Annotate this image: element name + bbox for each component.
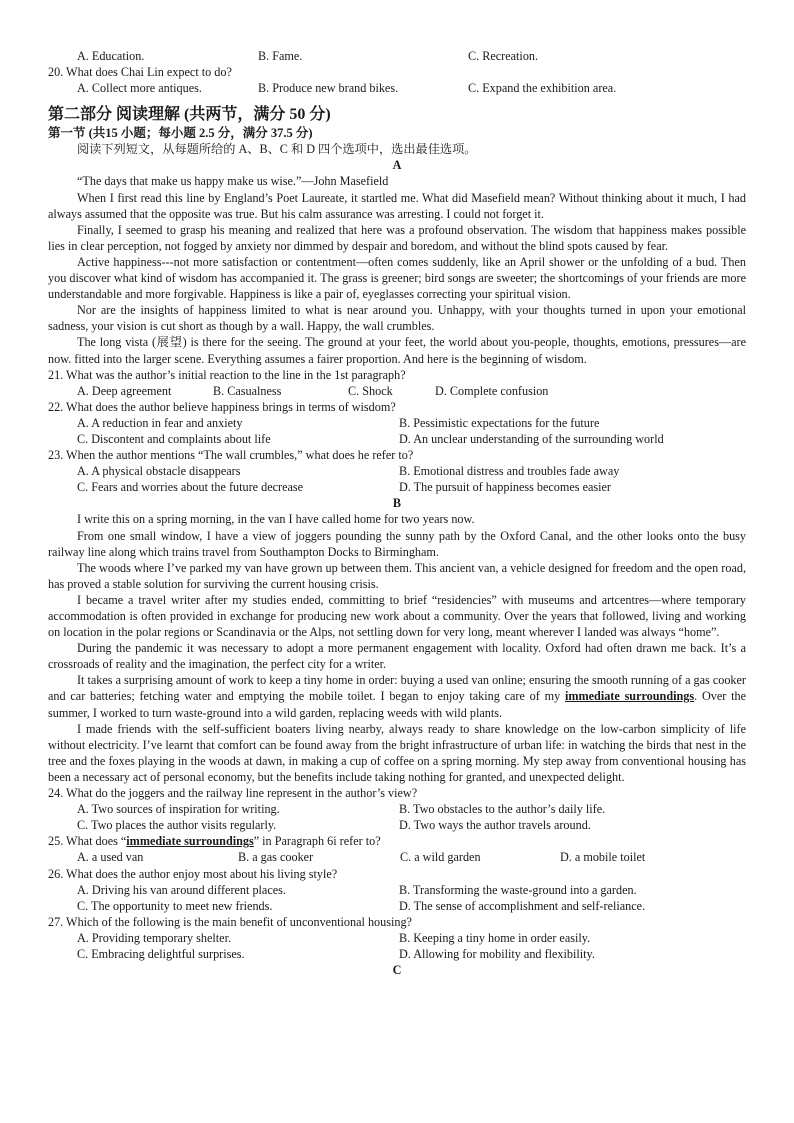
q27-option-d: D. Allowing for mobility and flexibility. [399, 946, 595, 961]
q20-stem: 20. What does Chai Lin expect to do? [48, 65, 232, 80]
q27-option-b: B. Keeping a tiny home in order easily. [399, 930, 591, 945]
q26-option-d: D. The sense of accomplishment and self-reliance. [399, 898, 646, 913]
q22-option-a: A. A reduction in fear and anxiety [77, 415, 243, 430]
passage-b-paragraph: I became a travel writer after my studies ended, committing to brief “residencies” with museums and artcentres—where temporary accommodation is often provided in exchange for producing new work about a community. Over the years that followed, living and working on location in the polar regions or Scandinavia or the Alps, not settling down for very long, meant wherever I landed was always “home”. [48, 592, 746, 640]
section1-title: 第一节 (共15 小题；每小题 2.5 分，满分 37.5 分) [48, 126, 313, 141]
q26-options-row2 [48, 898, 746, 914]
q20-option-a: A. Collect more antiques. [77, 81, 202, 96]
passage-a-quote: “The days that make us happy make us wise.”—John Masefield [77, 174, 389, 189]
q24-stem: 24. What do the joggers and the railway line represent in the author’s view? [48, 786, 418, 801]
q25-option-b: B. a gas cooker [238, 850, 314, 865]
q23-option-c: C. Fears and worries about the future decrease [77, 480, 304, 495]
q19-options [48, 48, 746, 64]
q23-option-d: D. The pursuit of happiness becomes easier [399, 480, 611, 495]
passage-b-paragraph: I made friends with the self-sufficient boaters living nearby, always ready to share knowledge on the low-carbon simplicity of life without electricity. I’ve learnt that comfort can be found away from the bright infrastructure of urban life: in watching the birds that nest in the tree and the foxes playing in the woods at dawn, in making a cup of coffee on a spring morning. My step away from conventional housing has been a necessary act of personal economy, but the benefits include taking nothing for granted, and unexpected delight. [48, 721, 746, 784]
q25-option-c: C. a wild garden [400, 850, 481, 865]
q27-option-c: C. Embracing delightful surprises. [77, 946, 245, 961]
q26-option-c: C. The opportunity to meet new friends. [77, 898, 273, 913]
q21-option-b: B. Casualness [213, 383, 282, 398]
q22-option-c: C. Discontent and complaints about life [77, 431, 271, 446]
q24-option-b: B. Two obstacles to the author’s daily life. [399, 802, 606, 817]
passage-b-paragraph: From one small window, I have a view of joggers pounding the sunny path by the Oxford Canal, and the other looks onto the busy railway line along which trains travel from Southampton Docks to Birmingham. [48, 528, 746, 559]
q22-option-d: D. An unclear understanding of the surrounding world [399, 431, 664, 446]
passage-a-paragraph: The long vista (展望) is there for the seeing. The ground at your feet, the world about you-people, thoughts, emotions, pressures—are now. fitted into the larger scene. Everything assumes a fairer proportion. And here is the beginning of wisdom. [48, 335, 746, 366]
p6-text-after: . Over the summer, I worked to turn waste-ground into a wild garden, replacing weeds with wild plants. [48, 689, 746, 720]
q20-option-c: C. Expand the exhibition area. [468, 81, 617, 96]
passage-b-paragraph: I write this on a spring morning, in the van I have called home for two years now. [77, 512, 475, 527]
q25-option-a: A. a used van [77, 850, 144, 865]
q22-option-b: B. Pessimistic expectations for the future [399, 415, 600, 430]
q24-options-row1 [48, 801, 746, 817]
passage-b-paragraph-6 [48, 672, 746, 720]
q23-option-b: B. Emotional distress and troubles fade away [399, 464, 620, 479]
instruction: 阅读下列短文，从每题所给的 A、B、C 和 D 四个选项中，选出最佳选项。 [77, 142, 477, 157]
q23-stem: 23. When the author mentions “The wall crumbles,” what does he refer to? [48, 448, 414, 463]
part2-title: 第二部分 阅读理解 (共两节，满分 50 分) [48, 106, 331, 124]
q24-option-c: C. Two places the author visits regularly. [77, 818, 277, 833]
q27-options-row1 [48, 930, 746, 946]
q24-option-a: A. Two sources of inspiration for writing. [77, 802, 280, 817]
q21-option-c: C. Shock [348, 383, 393, 398]
q25-stem-before: 25. What does “ [48, 834, 127, 849]
q25-options [48, 849, 746, 865]
p6-underlined-term: immediate surroundings [564, 689, 695, 704]
passage-a-paragraph: Finally, I seemed to grasp his meaning and realized that here was a profound observation. The wisdom that happiness makes possible lies in clear perception, not fogged by anxiety nor dimmed by despair and boredom, and without the blind spots caused by fear. [48, 222, 746, 253]
passage-a-paragraph: Active happiness---not more satisfaction or contentment—often comes suddenly, like an April shower or the unfolding of a bud. Then you discover what kind of wisdom has accompanied it. The grass is greener; bird songs are sweeter; the shortcomings of your friends are more understandable and more forgivable. Happiness is like a pair of, eyeglasses correcting your spiritual vision. [48, 254, 746, 302]
q21-option-a: A. Deep agreement [77, 383, 172, 398]
q27-options-row2 [48, 946, 746, 962]
q26-stem: 26. What does the author enjoy most about his living style? [48, 866, 338, 881]
q21-options [48, 383, 746, 399]
q23-options-row2 [48, 479, 746, 495]
q21-option-d: D. Complete confusion [435, 383, 549, 398]
passage-b-label: B [392, 496, 402, 511]
q25-underlined-term: immediate surroundings [126, 834, 254, 849]
q22-stem: 22. What does the author believe happiness brings in terms of wisdom? [48, 399, 396, 414]
q19-option-b: B. Fame. [258, 49, 303, 63]
q25-stem-after: ” in Paragraph 6i refer to? [253, 834, 381, 849]
exam-page [48, 48, 746, 978]
q25-stem [48, 833, 746, 849]
q26-options-row1 [48, 882, 746, 898]
q19-option-a: A. Education. [77, 49, 145, 63]
q26-option-a: A. Driving his van around different places. [77, 882, 286, 897]
q19-option-c: C. Recreation. [468, 49, 539, 63]
passage-b-paragraph: During the pandemic it was necessary to adopt a more permanent engagement with locality. Oxford had often drawn me back. It’s a crossroads of reality and the imagination, the perfect city for a writer. [48, 641, 746, 672]
passage-a-label: A [392, 158, 402, 173]
q27-stem: 27. Which of the following is the main benefit of unconventional housing? [48, 914, 412, 929]
passage-a-paragraph: When I first read this line by England’s Poet Laureate, it startled me. What did Masefield mean? Without thinking about it much, I had always assumed that the opposite was true. But his calm assurance was arresting. I could not forget it. [48, 190, 746, 221]
q20-options [48, 80, 746, 96]
q24-option-d: D. Two ways the author travels around. [399, 818, 591, 833]
q23-options-row1 [48, 463, 746, 479]
q21-stem: 21. What was the author’s initial reaction to the line in the 1st paragraph? [48, 367, 406, 382]
passage-b-paragraph: The woods where I’ve parked my van have grown up between them. This ancient van, a vehicle designed for freedom and the open road, has proved a stable solution for surviving the current housing crisis. [48, 560, 746, 591]
q24-options-row2 [48, 817, 746, 833]
q27-option-a: A. Providing temporary shelter. [77, 930, 232, 945]
q20-option-b: B. Produce new brand bikes. [258, 81, 399, 96]
q22-options-row2 [48, 431, 746, 447]
q23-option-a: A. A physical obstacle disappears [77, 464, 241, 479]
q26-option-b: B. Transforming the waste-ground into a garden. [399, 882, 637, 897]
q22-options-row1 [48, 415, 746, 431]
passage-a-paragraph: Nor are the insights of happiness limited to what is near around you. Unhappy, with your thoughts turned in upon your emotional sadness, your vision is cut short as though by a wall. Happy, the wall crumbles. [48, 303, 746, 334]
p6-text-before: It takes a surprising amount of work to keep a tiny home in order: buying a used van online; ensuring the smooth running of a gas cooker and car batteries; fetching water and emptying the mobile toilet. I began to enjoy taking care of my [48, 673, 746, 704]
passage-c-label: C [392, 963, 402, 978]
q25-option-d: D. a mobile toilet [560, 850, 646, 865]
